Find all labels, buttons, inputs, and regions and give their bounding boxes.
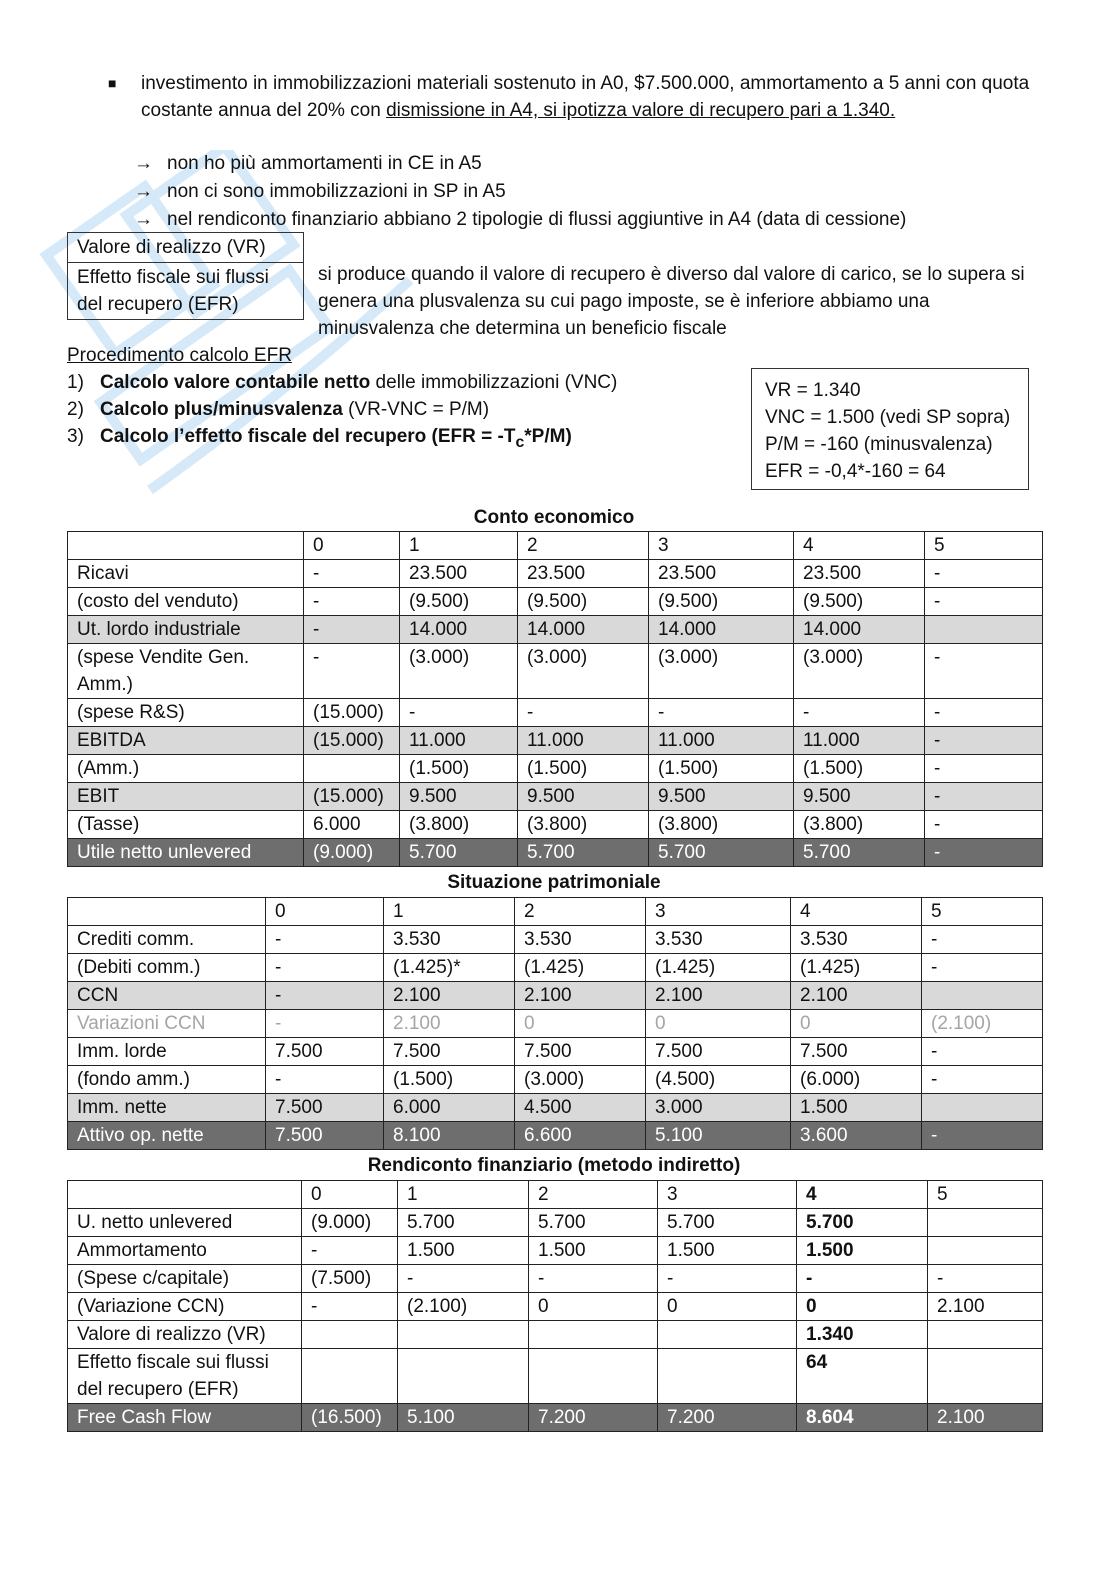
value-cell: 0 <box>515 1010 646 1038</box>
year-header-cell: 3 <box>658 1181 797 1209</box>
value-cell: 2.100 <box>928 1293 1043 1321</box>
table-row <box>68 560 1043 588</box>
value-cell <box>928 1321 1043 1349</box>
value-cell <box>302 1321 398 1349</box>
value-cell: (9.000) <box>304 839 400 867</box>
row-label-cell: Free Cash Flow <box>68 1404 302 1432</box>
definition-box <box>67 232 304 320</box>
value-cell: 1.340 <box>797 1321 928 1349</box>
procedure <box>67 342 707 456</box>
value-cell <box>922 1094 1043 1122</box>
table-row <box>68 839 1043 867</box>
rf-table <box>67 1180 1043 1432</box>
row-label-cell: (Tasse) <box>68 811 304 839</box>
row-label-cell: Imm. lorde <box>68 1038 266 1066</box>
table-row <box>68 616 1043 644</box>
row-label-cell: Ammortamento <box>68 1237 302 1265</box>
value-cell: (3.000) <box>649 644 794 699</box>
table-row <box>68 1038 1043 1066</box>
sp-title: Situazione patrimoniale <box>447 872 661 893</box>
procedure-step: 2) Calcolo plus/minusvalenza (VR-VNC = P/M) <box>67 399 490 420</box>
value-cell: 23.500 <box>794 560 925 588</box>
value-cell: 11.000 <box>649 727 794 755</box>
value-cell: (15.000) <box>304 699 400 727</box>
value-cell: - <box>922 954 1043 982</box>
table-row <box>68 1122 1043 1150</box>
value-cell: (3.800) <box>649 811 794 839</box>
value-cell: - <box>304 616 400 644</box>
value-cell: 23.500 <box>400 560 518 588</box>
value-cell: (9.500) <box>649 588 794 616</box>
table-row <box>68 982 1043 1010</box>
table-row <box>68 1209 1043 1237</box>
table-row <box>68 1404 1043 1432</box>
value-cell: (2.100) <box>922 1010 1043 1038</box>
year-header-cell: 4 <box>791 898 922 926</box>
bullet-text-b: dismissione in A4, si ipotizza valore di recupero pari a 1.340. <box>386 100 896 121</box>
value-cell: 0 <box>791 1010 922 1038</box>
value-cell: 5.700 <box>658 1209 797 1237</box>
year-header-cell: 0 <box>304 532 400 560</box>
value-cell: - <box>266 1010 384 1038</box>
value-cell <box>928 1209 1043 1237</box>
value-cell: 9.500 <box>518 783 649 811</box>
value-cell: (4.500) <box>646 1066 791 1094</box>
row-label-cell: Valore di realizzo (VR) <box>68 1321 302 1349</box>
value-cell: 7.500 <box>266 1094 384 1122</box>
value-cell: - <box>266 926 384 954</box>
value-cell: 14.000 <box>794 616 925 644</box>
value-cell: 7.500 <box>266 1122 384 1150</box>
value-cell: - <box>925 755 1043 783</box>
value-cell: - <box>928 1265 1043 1293</box>
value-cell: (7.500) <box>302 1265 398 1293</box>
table-row <box>68 926 1043 954</box>
value-cell <box>398 1349 529 1404</box>
ce-table <box>67 531 1043 867</box>
table-row <box>68 1237 1043 1265</box>
value-cell: (3.000) <box>518 644 649 699</box>
value-cell <box>928 1349 1043 1404</box>
value-cell: - <box>925 699 1043 727</box>
table-row <box>68 811 1043 839</box>
value-cell: 2.100 <box>384 1010 515 1038</box>
value-cell: (1.425) <box>515 954 646 982</box>
year-header-cell: 2 <box>529 1181 658 1209</box>
efr-description: si produce quando il valore di recupero è diverso dal valore di carico, se lo supera si genera una plusvalenza su cui pago imposte, se è inferiore abbiamo una minusvalenza che determina un beneficio fiscale <box>318 264 1025 339</box>
value-cell: 14.000 <box>649 616 794 644</box>
table-row <box>68 1349 1043 1404</box>
row-label-cell: EBIT <box>68 783 304 811</box>
row-label-cell: Ricavi <box>68 560 304 588</box>
value-cell: - <box>925 588 1043 616</box>
year-header-cell: 4 <box>794 532 925 560</box>
value-cell: 1.500 <box>398 1237 529 1265</box>
row-label-cell: (Variazione CCN) <box>68 1293 302 1321</box>
row-label-cell: (spese R&S) <box>68 699 304 727</box>
value-cell: - <box>925 811 1043 839</box>
calculation-box <box>751 368 1029 490</box>
value-cell: - <box>922 1122 1043 1150</box>
vr-label: Valore di realizzo (VR) <box>68 233 304 263</box>
table-row <box>68 727 1043 755</box>
value-cell: - <box>529 1265 658 1293</box>
value-cell: 3.530 <box>384 926 515 954</box>
row-label-cell: (Debiti comm.) <box>68 954 266 982</box>
value-cell <box>658 1321 797 1349</box>
value-cell: 5.100 <box>646 1122 791 1150</box>
value-cell: (1.425) <box>646 954 791 982</box>
value-cell: (3.000) <box>400 644 518 699</box>
year-header-cell: 1 <box>400 532 518 560</box>
value-cell: 2.100 <box>791 982 922 1010</box>
value-cell: 5.100 <box>398 1404 529 1432</box>
value-cell: (15.000) <box>304 727 400 755</box>
value-cell: 1.500 <box>529 1237 658 1265</box>
value-cell: 11.000 <box>794 727 925 755</box>
year-header-cell: 0 <box>302 1181 398 1209</box>
row-label-cell: (spese Vendite Gen. Amm.) <box>68 644 304 699</box>
value-cell: - <box>925 560 1043 588</box>
row-label-cell: Effetto fiscale sui flussi del recupero (EFR) <box>68 1349 302 1404</box>
value-cell: 7.500 <box>384 1038 515 1066</box>
value-cell: (2.100) <box>398 1293 529 1321</box>
table-row <box>68 783 1043 811</box>
value-cell: (6.000) <box>791 1066 922 1094</box>
value-cell: 11.000 <box>518 727 649 755</box>
row-label-cell: (fondo amm.) <box>68 1066 266 1094</box>
table-header-row <box>68 898 1043 926</box>
value-cell: - <box>304 644 400 699</box>
value-cell: - <box>266 1066 384 1094</box>
value-cell: 7.500 <box>266 1038 384 1066</box>
value-cell: - <box>400 699 518 727</box>
value-cell: 6.600 <box>515 1122 646 1150</box>
value-cell: 3.600 <box>791 1122 922 1150</box>
arrow-right-icon: → <box>134 153 153 174</box>
value-cell: 0 <box>529 1293 658 1321</box>
year-header-cell: 4 <box>797 1181 928 1209</box>
value-cell: - <box>398 1265 529 1293</box>
value-cell: - <box>266 954 384 982</box>
value-cell: - <box>658 1265 797 1293</box>
value-cell: (1.425)* <box>384 954 515 982</box>
arrow-item: → nel rendiconto finanziario abbiano 2 tipologie di flussi aggiuntive in A4 (data di cessione) <box>134 206 1034 234</box>
calc-line: VR = 1.340 <box>765 380 861 401</box>
value-cell <box>529 1349 658 1404</box>
table-row <box>68 1265 1043 1293</box>
value-cell: 1.500 <box>658 1237 797 1265</box>
table-row <box>68 699 1043 727</box>
row-label-cell: Variazioni CCN <box>68 1010 266 1038</box>
value-cell: 5.700 <box>529 1209 658 1237</box>
row-label-cell: Utile netto unlevered <box>68 839 304 867</box>
value-cell: (1.425) <box>791 954 922 982</box>
value-cell: 3.000 <box>646 1094 791 1122</box>
value-cell: - <box>925 727 1043 755</box>
row-label-cell: Ut. lordo industriale <box>68 616 304 644</box>
header-label-cell <box>68 898 266 926</box>
value-cell: - <box>925 644 1043 699</box>
value-cell: 6.000 <box>304 811 400 839</box>
value-cell: 5.700 <box>518 839 649 867</box>
header-label-cell <box>68 1181 302 1209</box>
year-header-cell: 0 <box>266 898 384 926</box>
value-cell: 2.100 <box>515 982 646 1010</box>
value-cell: 3.530 <box>791 926 922 954</box>
value-cell: 7.500 <box>646 1038 791 1066</box>
bullet-square-icon: ■ <box>108 75 117 91</box>
year-header-cell: 1 <box>398 1181 529 1209</box>
year-header-cell: 5 <box>922 898 1043 926</box>
table-row <box>68 1010 1043 1038</box>
value-cell: - <box>304 560 400 588</box>
bullet-text-a: investimento in immobilizzazioni materiali sostenuto in A0, $7.500.000, ammortamento a 5 anni con quota costante annua del 20% con <box>141 73 1030 121</box>
value-cell: - <box>922 1066 1043 1094</box>
value-cell: 3.530 <box>646 926 791 954</box>
value-cell: - <box>266 982 384 1010</box>
value-cell: 14.000 <box>518 616 649 644</box>
value-cell: 64 <box>797 1349 928 1404</box>
table-row <box>68 954 1043 982</box>
value-cell: (1.500) <box>400 755 518 783</box>
header-label-cell <box>68 532 304 560</box>
value-cell: (9.500) <box>794 588 925 616</box>
row-label-cell: (costo del venduto) <box>68 588 304 616</box>
value-cell: - <box>302 1237 398 1265</box>
arrow-item: → non ho più ammortamenti in CE in A5 <box>134 150 1034 178</box>
arrow-item: → non ci sono immobilizzazioni in SP in A5 <box>134 178 1034 206</box>
procedure-step: 3) Calcolo l’effetto fiscale del recupero $(EFR = -T_c*P/M)$ <box>67 426 572 451</box>
value-cell: (15.000) <box>304 783 400 811</box>
value-cell <box>658 1349 797 1404</box>
value-cell: (9.500) <box>400 588 518 616</box>
value-cell: (3.000) <box>515 1066 646 1094</box>
value-cell: (1.500) <box>649 755 794 783</box>
calc-line: VNC = 1.500 (vedi SP sopra) <box>765 407 1011 428</box>
value-cell: (16.500) <box>302 1404 398 1432</box>
value-cell: 23.500 <box>649 560 794 588</box>
table-row <box>68 644 1043 699</box>
value-cell: 11.000 <box>400 727 518 755</box>
value-cell: (3.000) <box>794 644 925 699</box>
value-cell: 23.500 <box>518 560 649 588</box>
table-row <box>68 1066 1043 1094</box>
value-cell: 5.700 <box>398 1209 529 1237</box>
value-cell: 4.500 <box>515 1094 646 1122</box>
value-cell: - <box>922 1038 1043 1066</box>
calc-line: P/M = -160 (minusvalenza) <box>765 434 993 455</box>
row-label-cell: U. netto unlevered <box>68 1209 302 1237</box>
value-cell: 1.500 <box>791 1094 922 1122</box>
row-label-cell: EBITDA <box>68 727 304 755</box>
row-label-cell: (Amm.) <box>68 755 304 783</box>
row-label-cell: CCN <box>68 982 266 1010</box>
row-label-cell: Attivo op. nette <box>68 1122 266 1150</box>
value-cell: 8.100 <box>384 1122 515 1150</box>
value-cell <box>928 1237 1043 1265</box>
value-cell <box>398 1321 529 1349</box>
value-cell: 2.100 <box>646 982 791 1010</box>
value-cell <box>302 1349 398 1404</box>
value-cell: (3.800) <box>518 811 649 839</box>
value-cell: 5.700 <box>649 839 794 867</box>
value-cell: 7.500 <box>791 1038 922 1066</box>
value-cell: 8.604 <box>797 1404 928 1432</box>
value-cell: - <box>794 699 925 727</box>
value-cell: - <box>649 699 794 727</box>
year-header-cell: 2 <box>518 532 649 560</box>
value-cell: (9.000) <box>302 1209 398 1237</box>
procedure-step: 1) Calcolo valore contabile netto delle immobilizzazioni (VNC) <box>67 372 618 393</box>
value-cell: 0 <box>658 1293 797 1321</box>
value-cell <box>304 755 400 783</box>
value-cell: 14.000 <box>400 616 518 644</box>
arrow-list <box>134 150 1034 234</box>
value-cell <box>529 1321 658 1349</box>
value-cell: - <box>797 1265 928 1293</box>
rf-title: Rendiconto finanziario (metodo indiretto) <box>367 1155 741 1176</box>
value-cell: 9.500 <box>649 783 794 811</box>
value-cell: 5.700 <box>400 839 518 867</box>
value-cell: (3.800) <box>400 811 518 839</box>
value-cell: (1.500) <box>518 755 649 783</box>
table-row <box>68 1293 1043 1321</box>
table-row <box>68 1321 1043 1349</box>
value-cell: 5.700 <box>797 1209 928 1237</box>
row-label-cell: (Spese c/capitale) <box>68 1265 302 1293</box>
table-row <box>68 1094 1043 1122</box>
value-cell: 6.000 <box>384 1094 515 1122</box>
value-cell: 2.100 <box>384 982 515 1010</box>
value-cell <box>925 616 1043 644</box>
value-cell: - <box>302 1293 398 1321</box>
value-cell: 7.500 <box>515 1038 646 1066</box>
row-label-cell: Imm. nette <box>68 1094 266 1122</box>
value-cell: 0 <box>646 1010 791 1038</box>
value-cell: (9.500) <box>518 588 649 616</box>
year-header-cell: 3 <box>646 898 791 926</box>
value-cell: 5.700 <box>794 839 925 867</box>
value-cell: 0 <box>797 1293 928 1321</box>
value-cell <box>922 982 1043 1010</box>
year-header-cell: 5 <box>925 532 1043 560</box>
sp-table <box>67 897 1043 1150</box>
value-cell: (3.800) <box>794 811 925 839</box>
table-header-row <box>68 532 1043 560</box>
procedure-title: Procedimento calcolo EFR <box>67 345 292 366</box>
value-cell: (1.500) <box>384 1066 515 1094</box>
value-cell: 1.500 <box>797 1237 928 1265</box>
value-cell: - <box>925 783 1043 811</box>
arrow-right-icon: → <box>134 181 153 202</box>
value-cell: - <box>518 699 649 727</box>
value-cell: - <box>304 588 400 616</box>
value-cell: (1.500) <box>794 755 925 783</box>
table-row <box>68 755 1043 783</box>
value-cell: - <box>925 839 1043 867</box>
table-row <box>68 588 1043 616</box>
value-cell: 3.530 <box>515 926 646 954</box>
intro-bullet <box>108 70 1038 124</box>
year-header-cell: 2 <box>515 898 646 926</box>
value-cell: - <box>922 926 1043 954</box>
value-cell: 2.100 <box>928 1404 1043 1432</box>
value-cell: 9.500 <box>400 783 518 811</box>
value-cell: 9.500 <box>794 783 925 811</box>
row-label-cell: Crediti comm. <box>68 926 266 954</box>
year-header-cell: 1 <box>384 898 515 926</box>
efr-label: Effetto fiscale sui flussi del recupero (EFR) <box>68 263 304 320</box>
year-header-cell: 3 <box>649 532 794 560</box>
table-header-row <box>68 1181 1043 1209</box>
value-cell: 7.200 <box>529 1404 658 1432</box>
arrow-right-icon: → <box>134 209 153 230</box>
ce-title: Conto economico <box>473 507 635 528</box>
calc-line: EFR = -0,4*-160 = 64 <box>765 461 946 482</box>
year-header-cell: 5 <box>928 1181 1043 1209</box>
value-cell: 7.200 <box>658 1404 797 1432</box>
